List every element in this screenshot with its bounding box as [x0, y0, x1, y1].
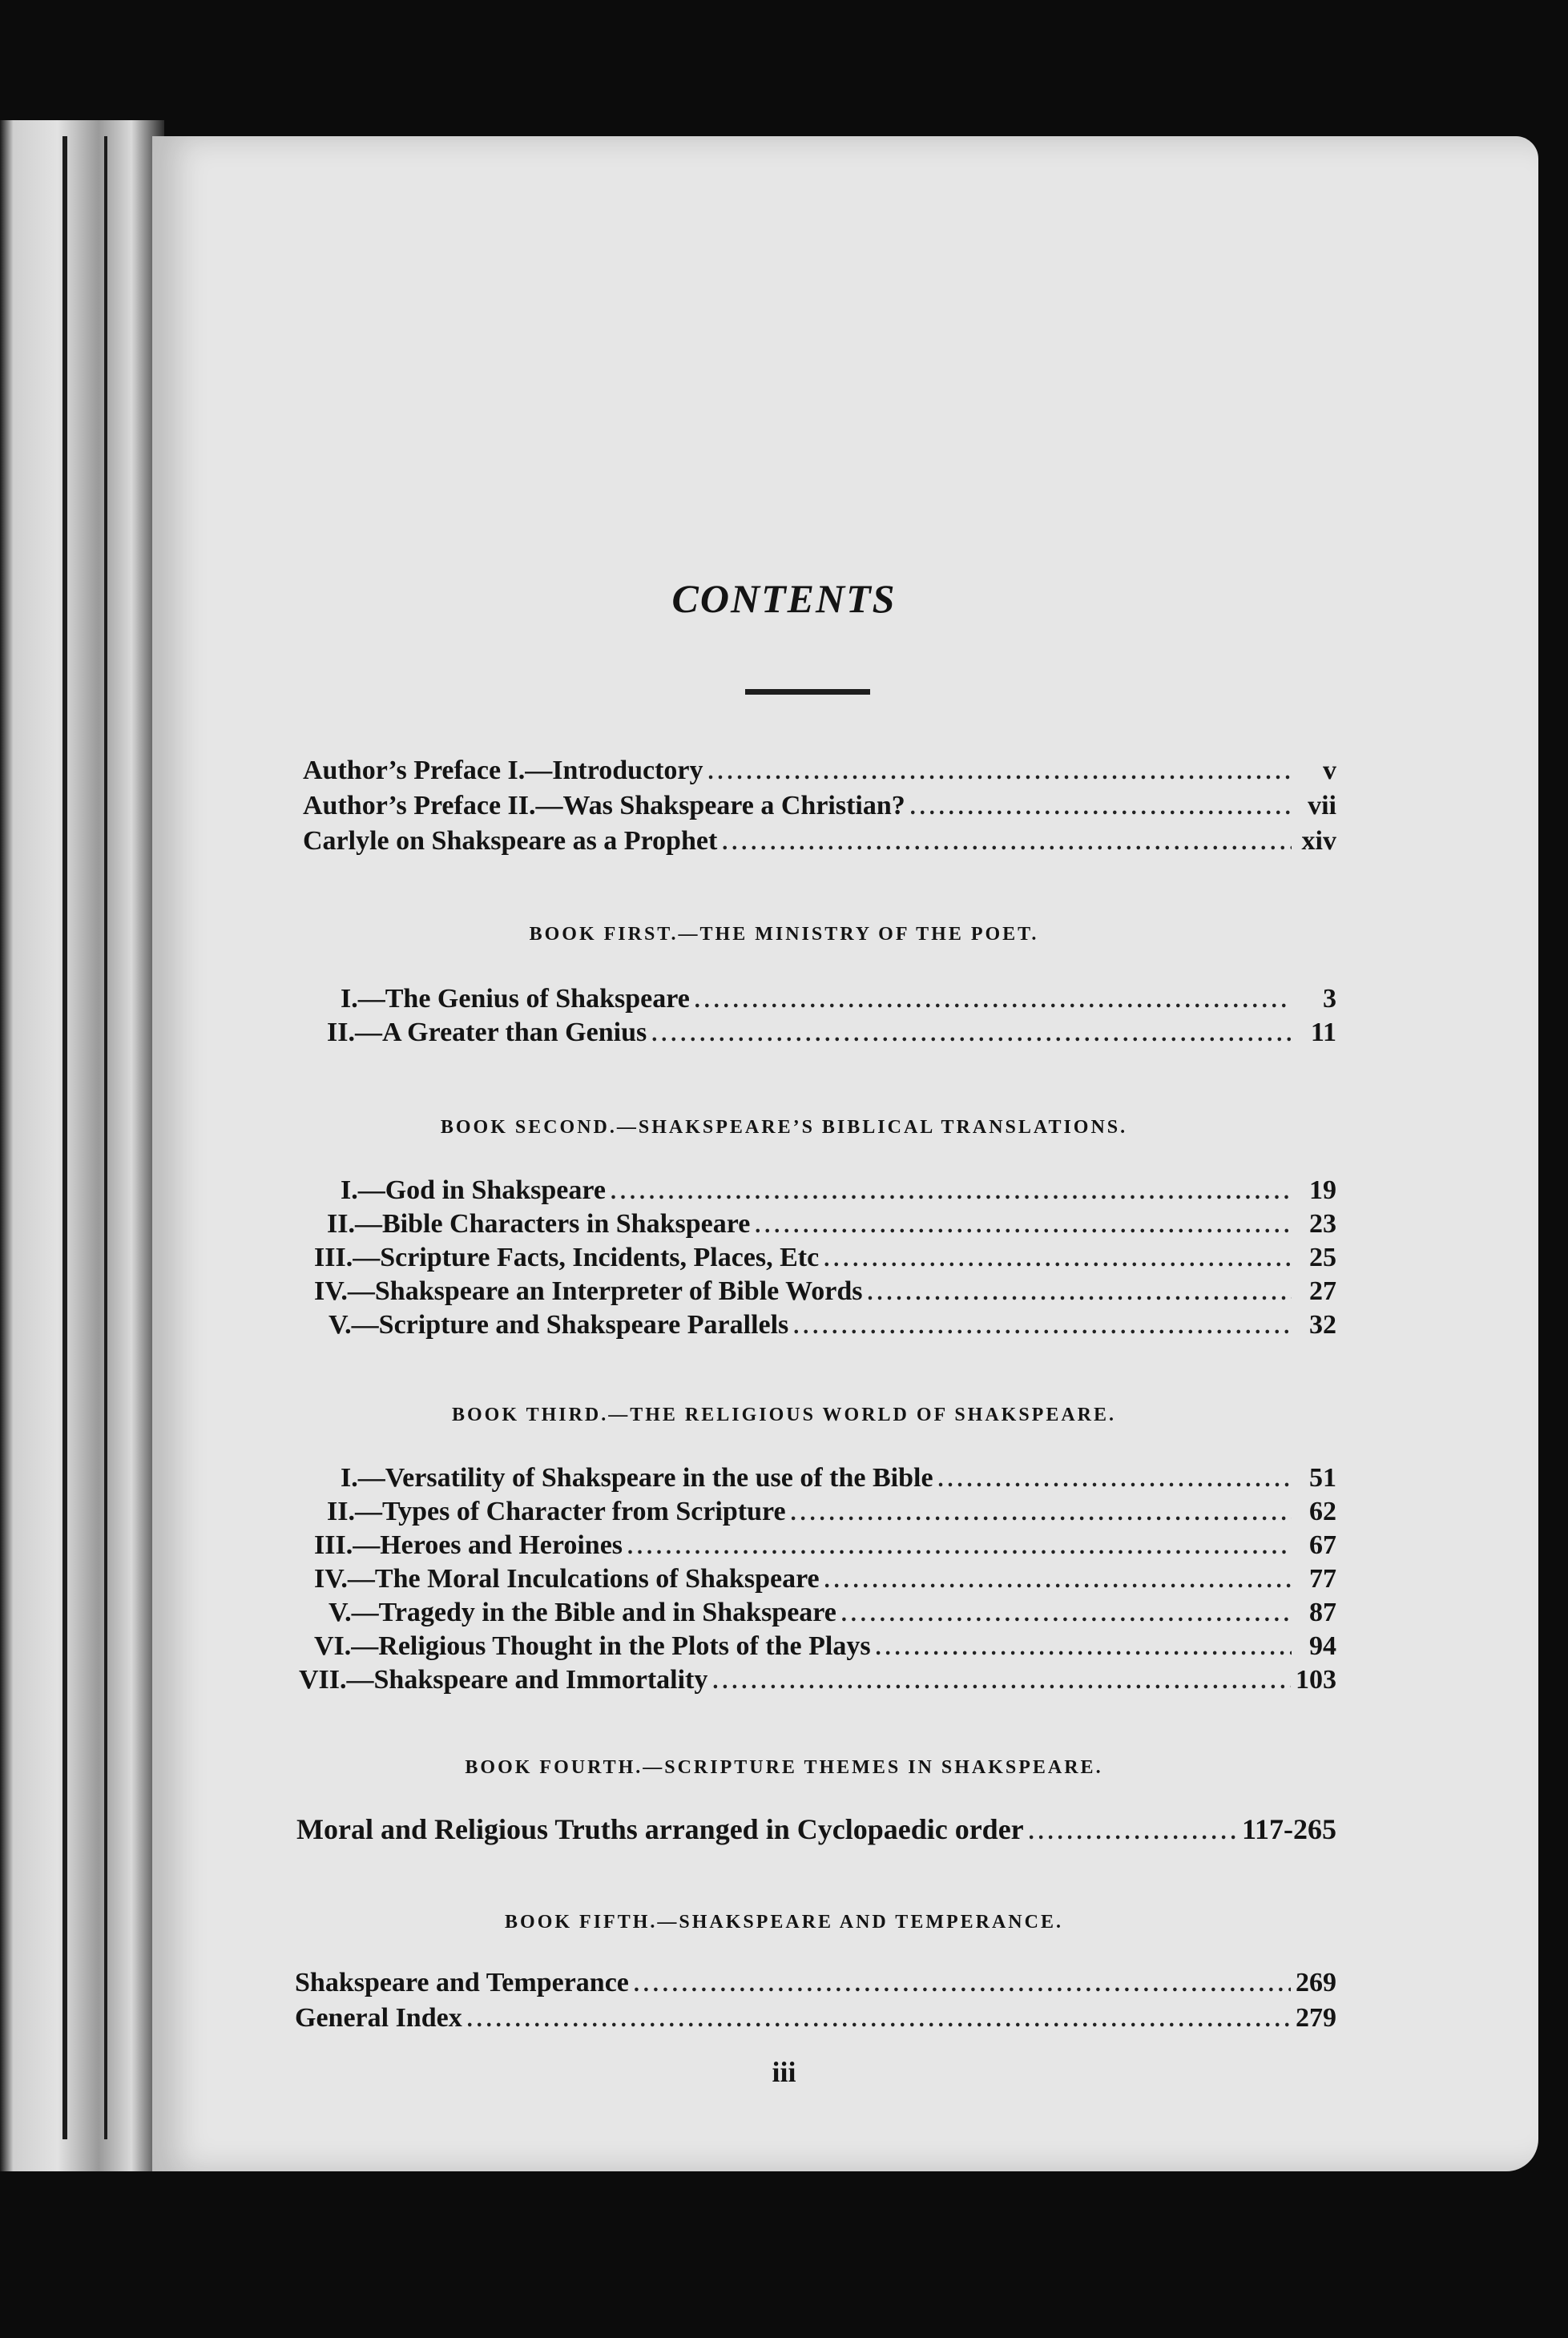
toc-entry	[341, 984, 1336, 1019]
toc-entry	[329, 1310, 1336, 1345]
toc-entry-page: 103	[1296, 1665, 1336, 1695]
dot-leader	[938, 1467, 1292, 1493]
title-rule	[745, 689, 870, 695]
toc-entry-text: V.—Scripture and Shakspeare Parallels	[329, 1310, 789, 1340]
toc-entry	[314, 1276, 1336, 1312]
toc-entry-text: Shakspeare and Temperance	[295, 1968, 629, 1997]
dot-leader	[712, 1669, 1291, 1695]
dot-leader	[867, 1280, 1292, 1306]
page-number: iii	[772, 2056, 796, 2088]
toc-entry-text: General Index	[295, 2003, 462, 2033]
toc-entry-page: 11	[1310, 1018, 1336, 1047]
toc-entry	[303, 826, 1336, 861]
toc-entry-page: 23	[1309, 1209, 1336, 1239]
toc-entry-page: 27	[1309, 1276, 1336, 1306]
toc-entry-page: 62	[1309, 1497, 1336, 1526]
toc-entry	[296, 1812, 1336, 1848]
toc-entry-page: 77	[1309, 1564, 1336, 1594]
book-heading: BOOK SECOND.—SHAKSPEARE’S BIBLICAL TRANSLATIONS.	[440, 1117, 1128, 1138]
toc-entry	[299, 1665, 1336, 1700]
toc-entry-page: 3	[1323, 984, 1336, 1014]
toc-entry-page: 269	[1296, 1968, 1336, 1997]
toc-entry-page: 51	[1309, 1463, 1336, 1493]
toc-entry-page: 32	[1309, 1310, 1336, 1340]
dot-leader	[651, 1022, 1292, 1047]
toc-entry-text: III.—Scripture Facts, Incidents, Places, Etc	[314, 1243, 820, 1272]
toc-entry-page: 19	[1309, 1175, 1336, 1205]
toc-entry-page: 25	[1309, 1243, 1336, 1272]
dot-leader	[467, 2007, 1291, 2033]
book-heading: BOOK FIFTH.—SHAKSPEARE AND TEMPERANCE.	[505, 1912, 1063, 1933]
toc-entry-text: Moral and Religious Truths arranged in Cyclopaedic order	[296, 1813, 1024, 1845]
dot-leader	[611, 1179, 1292, 1205]
toc-entry-page: 87	[1309, 1598, 1336, 1627]
toc-entry-text: Author’s Preface I.—Introductory	[303, 756, 703, 785]
dot-leader	[910, 795, 1292, 820]
toc-entry-text: II.—Types of Character from Scripture	[327, 1497, 786, 1526]
dot-leader	[634, 1972, 1291, 1997]
toc-entry-text: Author’s Preface II.—Was Shakspeare a Christian?	[303, 791, 905, 820]
toc-entry	[327, 1497, 1336, 1532]
toc-entry-text: VI.—Religious Thought in the Plots of the Plays	[314, 1631, 871, 1661]
book-heading: BOOK FOURTH.—SCRIPTURE THEMES IN SHAKSPEARE.	[465, 1757, 1103, 1778]
toc-entry	[341, 1463, 1336, 1498]
dot-leader	[708, 760, 1292, 785]
toc-entry-text: I.—God in Shakspeare	[341, 1175, 606, 1205]
toc-entry	[327, 1018, 1336, 1053]
toc-entry-text: III.—Heroes and Heroines	[314, 1530, 623, 1560]
toc-entry-page: 67	[1309, 1530, 1336, 1560]
toc-entry-text: IV.—The Moral Inculcations of Shakspeare	[314, 1564, 820, 1594]
dot-leader	[791, 1501, 1292, 1526]
dot-leader	[1029, 1820, 1237, 1845]
toc-entry-page: 117-265	[1241, 1813, 1336, 1845]
dot-leader	[627, 1534, 1292, 1560]
toc-entry-page: xiv	[1301, 826, 1336, 856]
toc-entry	[314, 1243, 1336, 1278]
dot-leader	[722, 830, 1292, 856]
toc-entry	[303, 756, 1336, 791]
page-title: CONTENTS	[671, 576, 897, 621]
toc-entry-page: vii	[1308, 791, 1336, 820]
toc-entry	[314, 1564, 1336, 1599]
toc-entry-text: II.—A Greater than Genius	[327, 1018, 647, 1047]
toc-entry-text: I.—The Genius of Shakspeare	[341, 984, 690, 1014]
dot-leader	[824, 1568, 1292, 1594]
toc-entry	[329, 1598, 1336, 1633]
toc-entry	[314, 1530, 1336, 1566]
dot-leader	[793, 1314, 1292, 1340]
toc-entry-text: V.—Tragedy in the Bible and in Shakspeare	[329, 1598, 836, 1627]
toc-entry-page: 94	[1309, 1631, 1336, 1661]
toc-entry	[295, 1968, 1336, 2003]
book-heading: BOOK THIRD.—THE RELIGIOUS WORLD OF SHAKSPEARE.	[451, 1405, 1117, 1425]
toc-entry-text: IV.—Shakspeare an Interpreter of Bible Words	[314, 1276, 863, 1306]
dot-leader	[841, 1602, 1292, 1627]
dot-leader	[824, 1247, 1292, 1272]
toc-entry	[327, 1209, 1336, 1244]
toc-entry-text: VII.—Shakspeare and Immortality	[299, 1665, 708, 1695]
book-spine	[0, 120, 164, 2171]
toc-entry	[295, 2003, 1336, 2038]
toc-entry-text: Carlyle on Shakspeare as a Prophet	[303, 826, 718, 856]
book-page	[152, 136, 1538, 2171]
dot-leader	[695, 988, 1292, 1014]
book-heading: BOOK FIRST.—THE MINISTRY OF THE POET.	[529, 924, 1039, 945]
toc-entry-text: II.—Bible Characters in Shakspeare	[327, 1209, 751, 1239]
dot-leader	[876, 1635, 1292, 1661]
toc-entry-page: v	[1323, 756, 1336, 785]
toc-entry-page: 279	[1296, 2003, 1336, 2033]
toc-entry-text: I.—Versatility of Shakspeare in the use of the Bible	[341, 1463, 933, 1493]
toc-entry	[303, 791, 1336, 826]
dot-leader	[755, 1213, 1292, 1239]
toc-entry	[341, 1175, 1336, 1211]
toc-entry	[314, 1631, 1336, 1667]
